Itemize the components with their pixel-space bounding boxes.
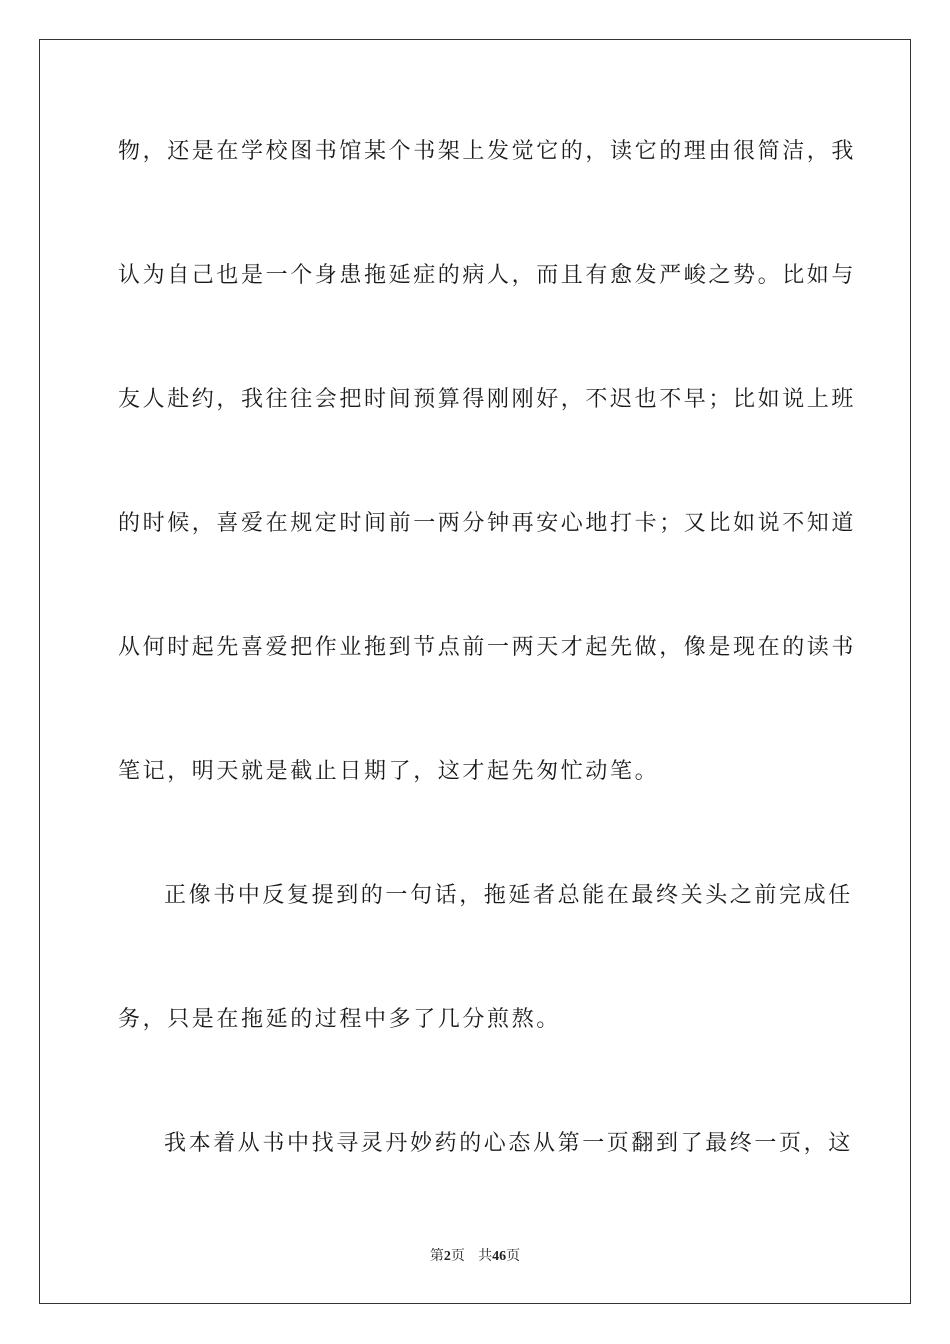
page-suffix: 页 <box>450 1248 465 1264</box>
page-footer <box>0 1247 950 1266</box>
total-suffix: 页 <box>506 1248 521 1264</box>
paragraph-first-line: 正像书中反复提到的一句话，拖延者总能在最终关头之前完成任 <box>164 883 853 908</box>
total-prefix: 共 <box>478 1248 493 1264</box>
text-line: 认为自己也是一个身患拖延症的病人，而且有愈发严峻之势。比如与 <box>118 263 857 288</box>
page-number: 2 <box>443 1249 451 1264</box>
total-pages: 46 <box>492 1249 507 1264</box>
text-line: 友人赴约，我往往会把时间预算得刚刚好，不迟也不早；比如说上班 <box>118 387 857 412</box>
text-line: 物，还是在学校图书馆某个书架上发觉它的，读它的理由很简洁，我 <box>118 139 857 164</box>
page-border <box>39 39 911 1304</box>
page-prefix: 第 <box>429 1248 444 1264</box>
text-line: 笔记，明天就是截止日期了，这才起先匆忙动笔。 <box>118 759 660 784</box>
text-line: 务，只是在拖延的过程中多了几分煎熬。 <box>118 1007 561 1032</box>
paragraph-first-line: 我本着从书中找寻灵丹妙药的心态从第一页翻到了最终一页，这 <box>164 1131 853 1156</box>
text-line: 的时候，喜爱在规定时间前一两分钟再安心地打卡；又比如说不知道 <box>118 511 857 536</box>
text-line: 从何时起先喜爱把作业拖到节点前一两天才起先做，像是现在的读书 <box>118 635 857 660</box>
